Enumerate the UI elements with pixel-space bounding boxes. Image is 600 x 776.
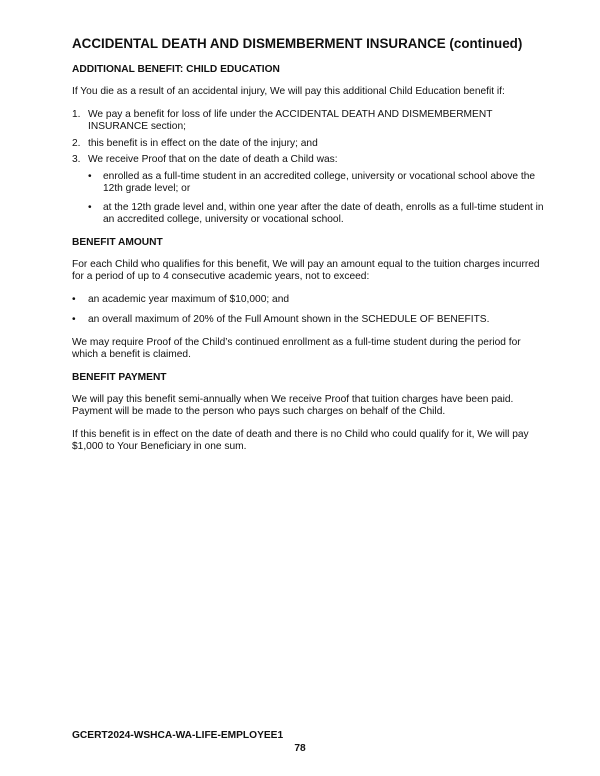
form-code: GCERT2024-WSHCA-WA-LIFE-EMPLOYEE1 bbox=[72, 730, 284, 741]
condition-item bbox=[72, 109, 547, 134]
maximum-item bbox=[72, 294, 547, 307]
child-education-intro: If You die as a result of an accidental injury, We will pay this additional Child Education benefit if: bbox=[72, 86, 505, 97]
section-title-benefit-payment: BENEFIT PAYMENT bbox=[72, 371, 167, 383]
bullet-icon: • bbox=[72, 293, 76, 305]
no-child-paragraph: If this benefit is in effect on the date of death and there is no Child who could qualify for it, We will pay $1,000 to Your Beneficiary in one sum. bbox=[72, 428, 529, 452]
maximums-list bbox=[72, 294, 547, 327]
child-status-list bbox=[88, 171, 547, 227]
section-title-benefit-amount: BENEFIT AMOUNT bbox=[72, 236, 163, 248]
page-number: 78 bbox=[294, 743, 306, 754]
bullet-icon: • bbox=[72, 314, 76, 325]
item-number: 1. bbox=[72, 108, 81, 120]
benefit-payment-paragraph: We will pay this benefit semi-annually when We receive Proof that tuition charges have been paid. Payment will be made to the person who pays such charges on behalf of the Child. bbox=[72, 393, 514, 417]
document-page bbox=[72, 36, 547, 464]
item-number: 2. bbox=[72, 137, 81, 149]
bullet-icon: • bbox=[88, 201, 92, 213]
maximum-text: an academic year maximum of $10,000; and bbox=[88, 293, 290, 305]
item-number: 3. bbox=[72, 154, 81, 165]
item-text: We receive Proof that on the date of death a Child was: bbox=[88, 154, 338, 165]
sub-item-text: enrolled as a full-time student in an accredited college, university or vocational school above the 12th grade level; or bbox=[103, 170, 536, 194]
item-text: this benefit is in effect on the date of the injury; and bbox=[88, 137, 318, 149]
child-status-item bbox=[88, 202, 547, 227]
sub-item-text: at the 12th grade level and, within one year after the date of death, enrolls as a full-time student in an accredited college, university or vocational school. bbox=[103, 201, 544, 225]
item-text: We pay a benefit for loss of life under the ACCIDENTAL DEATH AND DISMEMBERMENT INSURANCE section; bbox=[88, 108, 493, 132]
page-heading: ACCIDENTAL DEATH AND DISMEMBERMENT INSURANCE (continued) bbox=[72, 36, 523, 51]
benefit-amount-intro: For each Child who qualifies for this benefit, We will pay an amount equal to the tuition charges incurred for a period of up to 4 consecutive academic years, not to exceed: bbox=[72, 258, 540, 282]
bullet-icon: • bbox=[88, 170, 92, 182]
maximum-item bbox=[72, 314, 547, 327]
condition-item bbox=[72, 154, 547, 227]
condition-item bbox=[72, 138, 547, 151]
child-status-item bbox=[88, 171, 547, 196]
enrollment-proof-note: We may require Proof of the Child’s continued enrollment as a full-time student during the period for which a benefit is claimed. bbox=[72, 336, 521, 360]
section-title-child-education: ADDITIONAL BENEFIT: CHILD EDUCATION bbox=[72, 64, 280, 75]
conditions-list bbox=[72, 109, 547, 227]
maximum-text: an overall maximum of 20% of the Full Amount shown in the SCHEDULE OF BENEFITS. bbox=[88, 314, 490, 325]
